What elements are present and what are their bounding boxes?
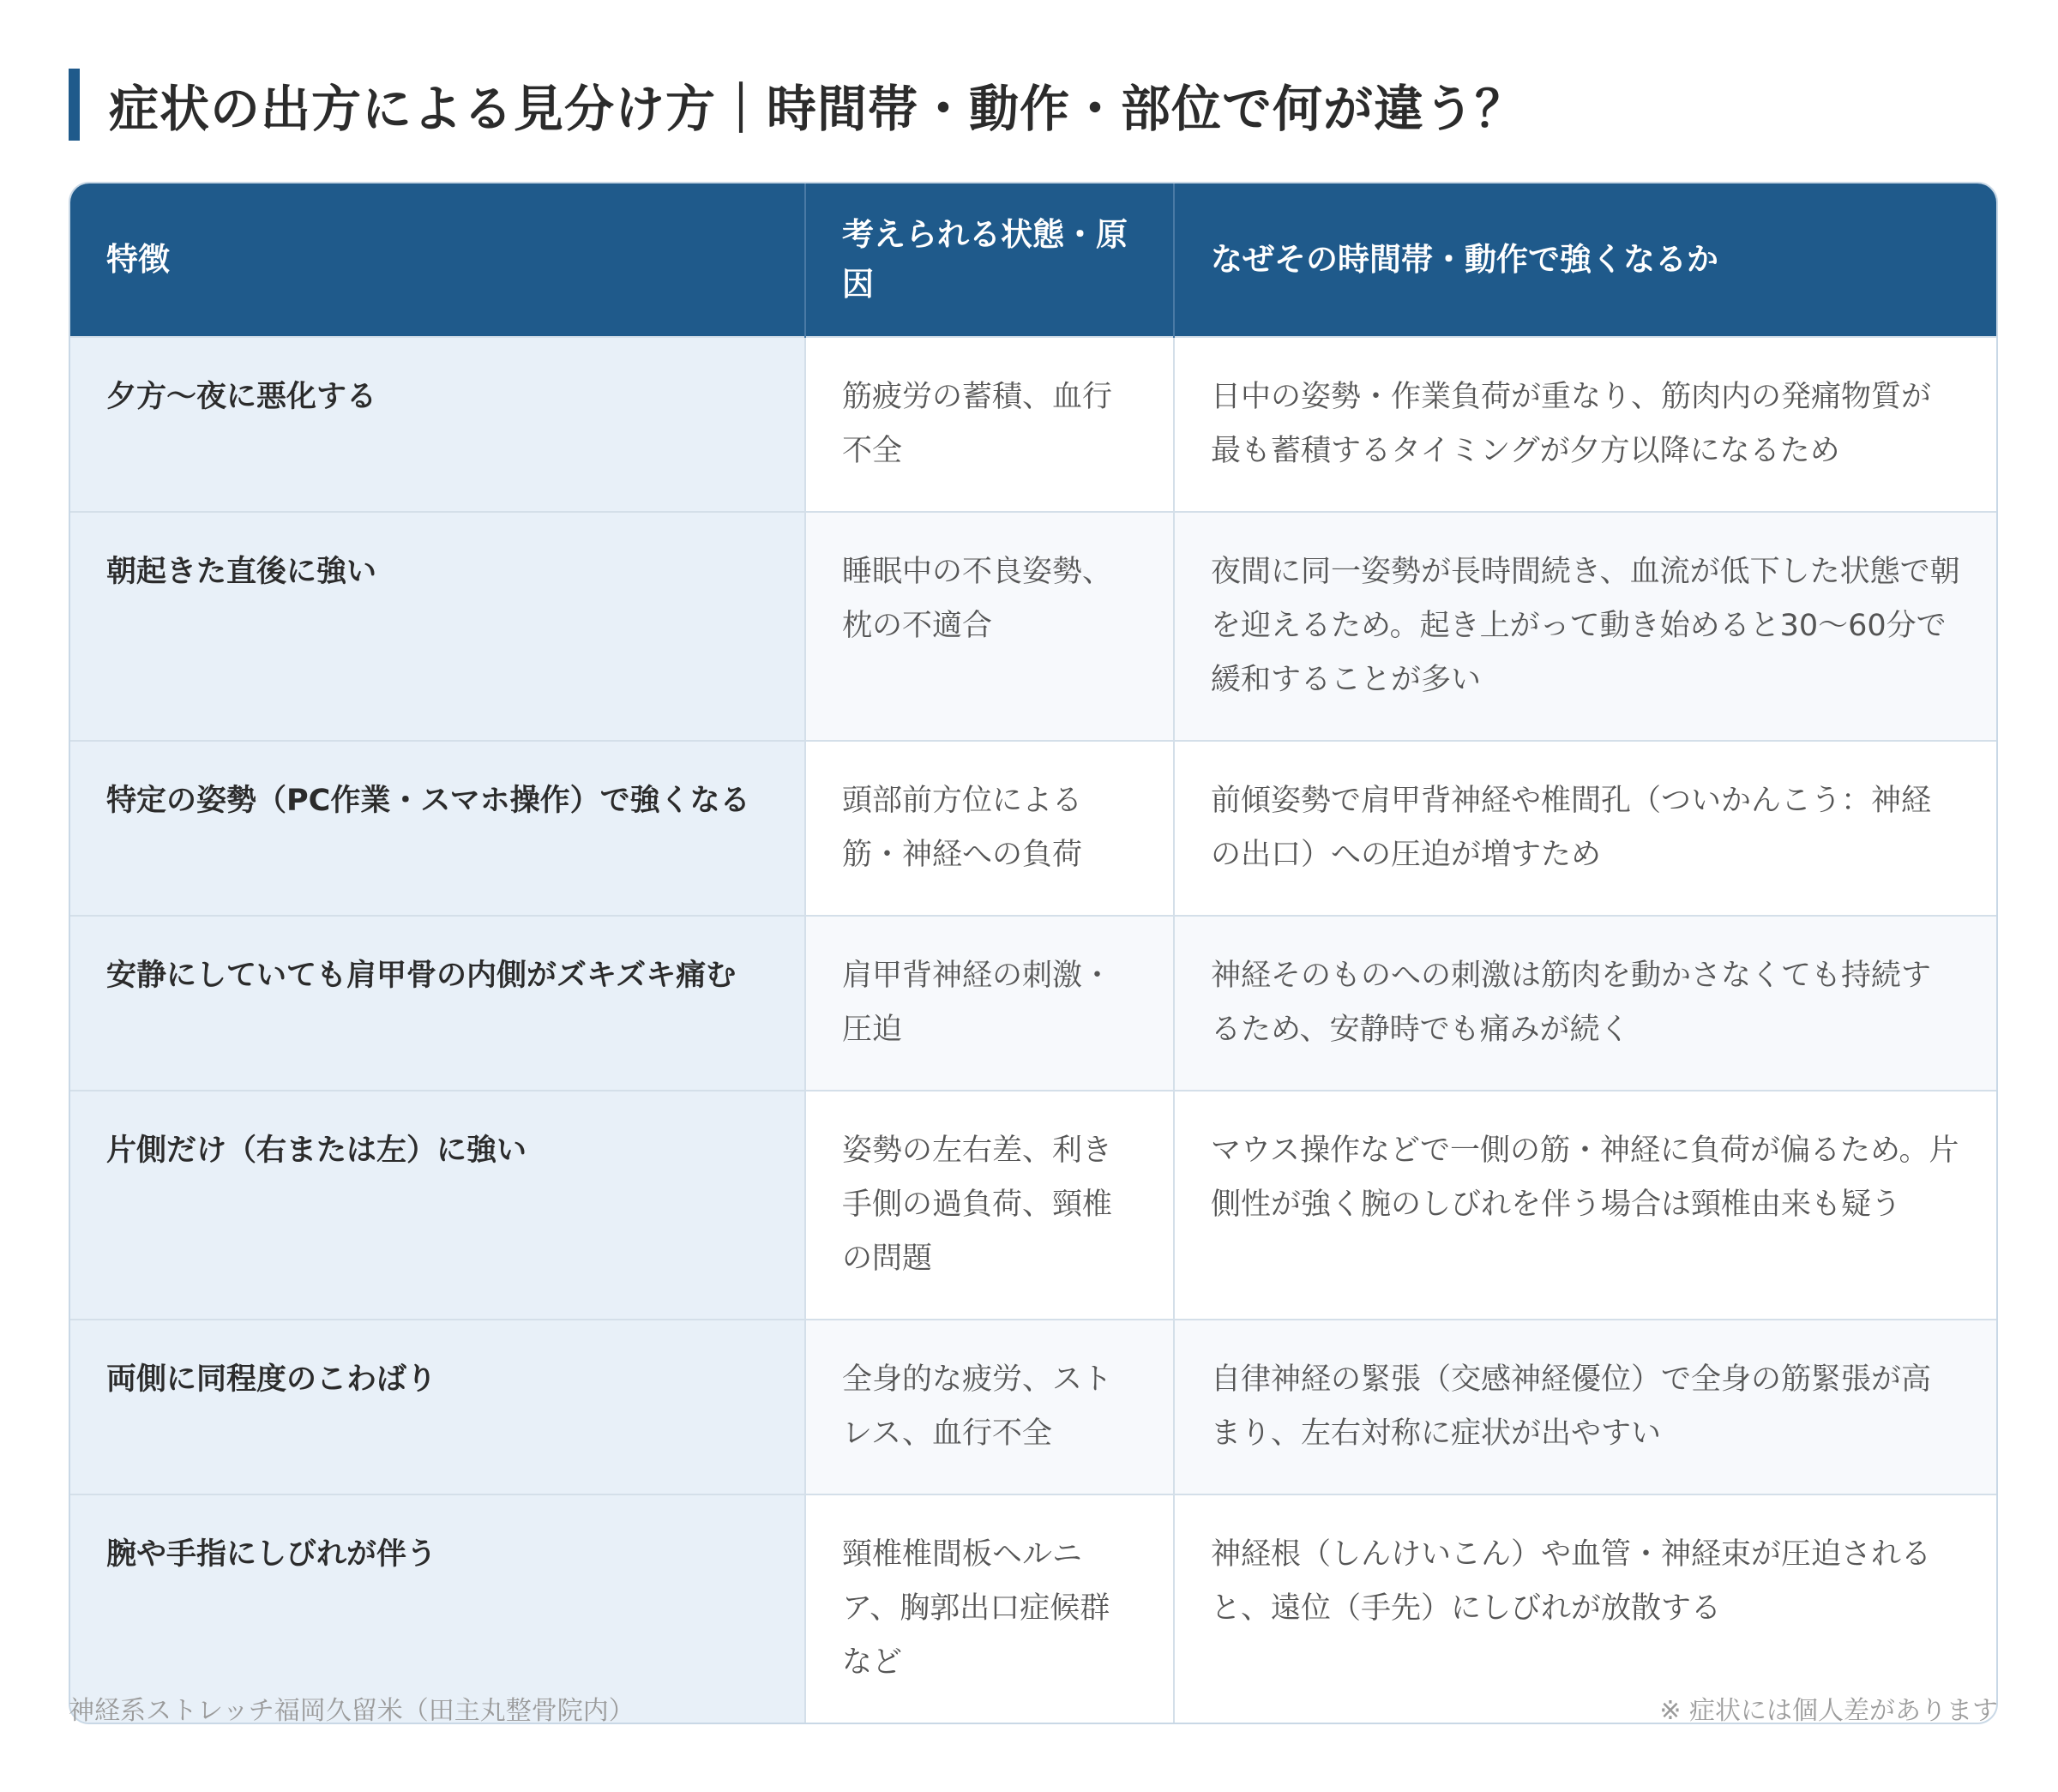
feature-cell: 夕方〜夜に悪化する xyxy=(70,337,805,512)
footer xyxy=(69,1689,1998,1727)
table-header xyxy=(70,183,1996,337)
reason-cell: 夜間に同一姿勢が長時間続き、血流が低下した状態で朝を迎えるため。起き上がって動き始めると30〜60分で緩和することが多い xyxy=(1174,512,1996,741)
table-body xyxy=(70,337,1996,1723)
table-row xyxy=(70,741,1996,916)
header-reason: なぜその時間帯・動作で強くなるか xyxy=(1174,183,1996,337)
table-row xyxy=(70,916,1996,1091)
page-title: 症状の出方による見分け方｜時間帯・動作・部位で何が違う？ xyxy=(109,80,1526,138)
disclaimer-note: ※ 症状には個人差があります xyxy=(1659,1696,1998,1726)
reason-cell: 日中の姿勢・作業負荷が重なり、筋肉内の発痛物質が最も蓄積するタイミングが夕方以降になるため xyxy=(1174,337,1996,512)
table-row xyxy=(70,1091,1996,1320)
feature-cell: 朝起きた直後に強い xyxy=(70,512,805,741)
cause-cell: 姿勢の左右差、利き手側の過負荷、頸椎の問題 xyxy=(805,1091,1174,1320)
symptom-table xyxy=(70,183,1996,1723)
cause-cell: 肩甲背神経の刺激・圧迫 xyxy=(805,916,1174,1091)
symptom-table-card xyxy=(69,182,1998,1724)
reason-cell: 神経根（しんけいこん）や血管・神経束が圧迫されると、遠位（手先）にしびれが放散する xyxy=(1174,1494,1996,1723)
cause-cell: 睡眠中の不良姿勢、枕の不適合 xyxy=(805,512,1174,741)
page xyxy=(69,69,1998,1724)
header-cause: 考えられる状態・原因 xyxy=(805,183,1174,337)
feature-cell: 両側に同程度のこわばり xyxy=(70,1320,805,1494)
feature-cell: 腕や手指にしびれが伴う xyxy=(70,1494,805,1723)
feature-cell: 安静にしていても肩甲骨の内側がズキズキ痛む xyxy=(70,916,805,1091)
title-accent-bar xyxy=(69,69,80,141)
source-credit: 神経系ストレッチ福岡久留米（田主丸整骨院内） xyxy=(69,1696,635,1726)
feature-cell: 片側だけ（右または左）に強い xyxy=(70,1091,805,1320)
cause-cell: 全身的な疲労、ストレス、血行不全 xyxy=(805,1320,1174,1494)
reason-cell: 神経そのものへの刺激は筋肉を動かさなくても持続するため、安静時でも痛みが続く xyxy=(1174,916,1996,1091)
reason-cell: マウス操作などで一側の筋・神経に負荷が偏るため。片側性が強く腕のしびれを伴う場合は頸椎由来も疑う xyxy=(1174,1091,1996,1320)
cause-cell: 筋疲労の蓄積、血行不全 xyxy=(805,337,1174,512)
feature-cell: 特定の姿勢（PC作業・スマホ操作）で強くなる xyxy=(70,741,805,916)
cause-cell: 頸椎椎間板ヘルニア、胸郭出口症候群など xyxy=(805,1494,1174,1723)
title-block xyxy=(69,69,1998,141)
table-header-row xyxy=(70,183,1996,337)
reason-cell: 前傾姿勢で肩甲背神経や椎間孔（ついかんこう：神経の出口）への圧迫が増すため xyxy=(1174,741,1996,916)
table-row xyxy=(70,512,1996,741)
header-feature: 特徴 xyxy=(70,183,805,337)
table-row xyxy=(70,1320,1996,1494)
cause-cell: 頭部前方位による筋・神経への負荷 xyxy=(805,741,1174,916)
table-row xyxy=(70,337,1996,512)
reason-cell: 自律神経の緊張（交感神経優位）で全身の筋緊張が高まり、左右対称に症状が出やすい xyxy=(1174,1320,1996,1494)
